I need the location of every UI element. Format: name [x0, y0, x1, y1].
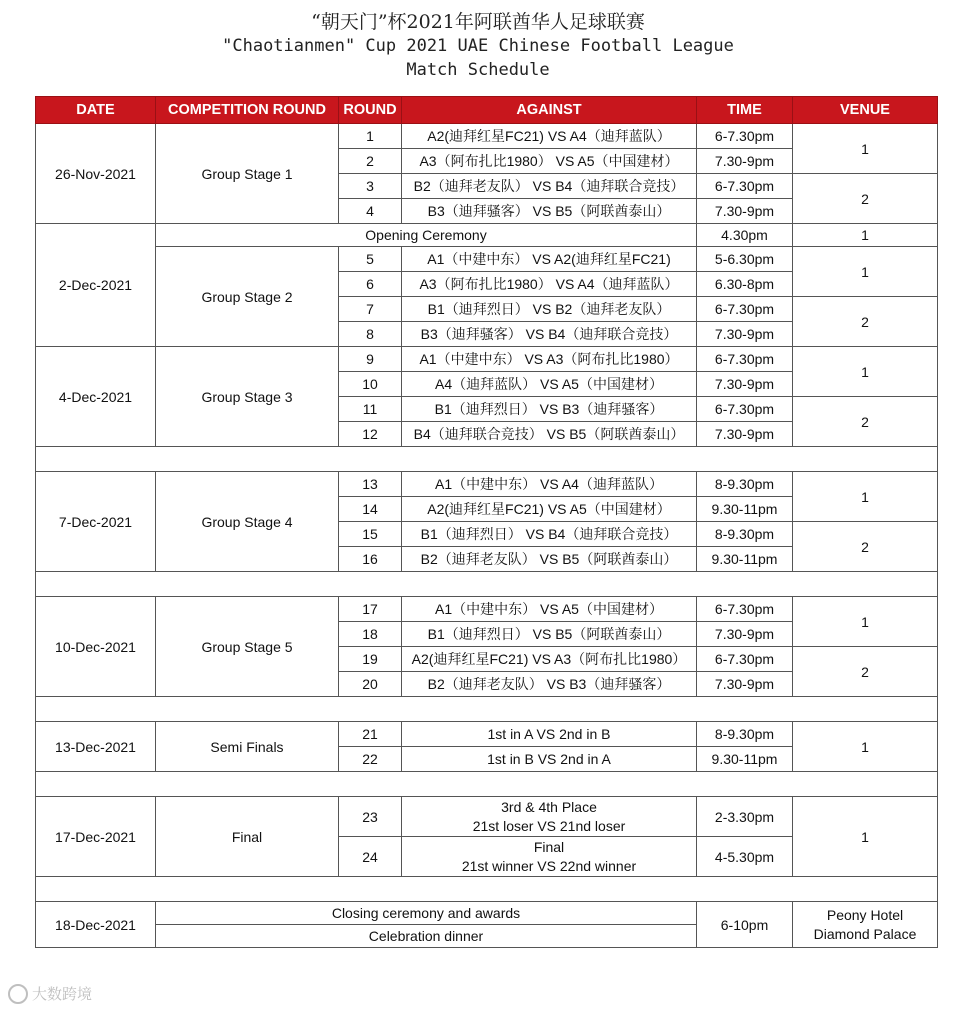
against-cell: A2(迪拜红星FC21) VS A5（中国建材） [402, 497, 697, 522]
venue-line: Peony Hotel [826, 906, 904, 923]
round-number: 14 [339, 497, 402, 522]
against-cell: A1（中建中东） VS A5（中国建材） [402, 597, 697, 622]
against-cell: 1st in B VS 2nd in A [402, 747, 697, 772]
time-cell: 4.30pm [697, 224, 793, 247]
spacer-row [36, 572, 938, 597]
date-cell: 7-Dec-2021 [36, 472, 156, 572]
against-cell: B1（迪拜烈日） VS B3（迪拜骚客） [402, 397, 697, 422]
title-subtitle: Match Schedule [406, 60, 550, 80]
match-teams: 21st loser VS 21nd loser [472, 817, 626, 834]
competition-round-cell: Group Stage 3 [156, 347, 339, 447]
against-cell: B1（迪拜烈日） VS B4（迪拜联合竞技） [402, 522, 697, 547]
round-number: 11 [339, 397, 402, 422]
round-number: 10 [339, 372, 402, 397]
round-number: 16 [339, 547, 402, 572]
against-cell: B1（迪拜烈日） VS B5（阿联酋泰山） [402, 622, 697, 647]
round-number: 8 [339, 322, 402, 347]
header-against: AGAINST [402, 97, 697, 124]
time-cell: 6-7.30pm [697, 647, 793, 672]
time-cell: 7.30-9pm [697, 149, 793, 174]
venue-cell: 2 [793, 174, 938, 224]
date-cell: 17-Dec-2021 [36, 797, 156, 877]
date-cell: 10-Dec-2021 [36, 597, 156, 697]
time-cell: 5-6.30pm [697, 247, 793, 272]
spacer-cell [36, 572, 938, 597]
round-number: 13 [339, 472, 402, 497]
venue-cell: 1 [793, 124, 938, 174]
round-number: 20 [339, 672, 402, 697]
competition-round-cell: Group Stage 4 [156, 472, 339, 572]
time-cell: 4-5.30pm [697, 837, 793, 877]
venue-cell: 2 [793, 647, 938, 697]
round-number: 6 [339, 272, 402, 297]
header-row [36, 97, 938, 124]
spacer-cell [36, 772, 938, 797]
table-row [36, 124, 938, 149]
time-cell: 6-7.30pm [697, 347, 793, 372]
celebration-dinner-cell: Celebration dinner [156, 925, 697, 948]
against-cell: B2（迪拜老友队） VS B4（迪拜联合竞技） [402, 174, 697, 199]
spacer-cell [36, 697, 938, 722]
time-cell: 6-7.30pm [697, 124, 793, 149]
match-title: 3rd & 4th Place [501, 798, 597, 815]
venue-cell: 1 [793, 247, 938, 297]
spacer-row [36, 447, 938, 472]
round-number: 2 [339, 149, 402, 174]
time-cell: 8-9.30pm [697, 722, 793, 747]
title-english: "Chaotianmen" Cup 2021 UAE Chinese Football League [222, 36, 734, 56]
against-cell: B1（迪拜烈日） VS B2（迪拜老友队） [402, 297, 697, 322]
against-cell: B3（迪拜骚客） VS B5（阿联酋泰山） [402, 199, 697, 224]
time-cell: 6.30-8pm [697, 272, 793, 297]
round-number: 19 [339, 647, 402, 672]
spacer-row [36, 697, 938, 722]
time-cell: 7.30-9pm [697, 322, 793, 347]
table-row [36, 722, 938, 747]
table-row [36, 797, 938, 837]
match-schedule-table [35, 96, 938, 948]
time-cell: 7.30-9pm [697, 672, 793, 697]
against-cell [402, 837, 697, 877]
time-cell: 7.30-9pm [697, 199, 793, 224]
date-cell: 2-Dec-2021 [36, 224, 156, 347]
round-number: 18 [339, 622, 402, 647]
title-chinese: “朝天门”杯2021年阿联酋华人足球联赛 [311, 11, 645, 33]
header-date: DATE [36, 97, 156, 124]
time-cell: 7.30-9pm [697, 372, 793, 397]
venue-cell: 1 [793, 797, 938, 877]
table-row [36, 247, 938, 272]
date-cell: 4-Dec-2021 [36, 347, 156, 447]
date-cell: 26-Nov-2021 [36, 124, 156, 224]
against-cell: B2（迪拜老友队） VS B3（迪拜骚客） [402, 672, 697, 697]
time-cell: 2-3.30pm [697, 797, 793, 837]
against-cell: 1st in A VS 2nd in B [402, 722, 697, 747]
time-cell: 6-7.30pm [697, 297, 793, 322]
time-cell: 8-9.30pm [697, 522, 793, 547]
venue-cell: 2 [793, 522, 938, 572]
time-cell: 6-10pm [697, 902, 793, 948]
round-number: 9 [339, 347, 402, 372]
against-cell [402, 797, 697, 837]
venue-cell: 2 [793, 397, 938, 447]
time-cell: 6-7.30pm [697, 174, 793, 199]
against-cell: A3（阿布扎比1980） VS A4（迪拜蓝队） [402, 272, 697, 297]
venue-cell: 1 [793, 472, 938, 522]
against-cell: B4（迪拜联合竞技） VS B5（阿联酋泰山） [402, 422, 697, 447]
competition-round-cell: Final [156, 797, 339, 877]
against-cell: A4（迪拜蓝队） VS A5（中国建材） [402, 372, 697, 397]
against-cell: A1（中建中东） VS A4（迪拜蓝队） [402, 472, 697, 497]
competition-round-cell: Group Stage 2 [156, 247, 339, 347]
spacer-cell [36, 447, 938, 472]
venue-cell: 1 [793, 224, 938, 247]
round-number: 24 [339, 837, 402, 877]
spacer-row [36, 772, 938, 797]
date-cell: 13-Dec-2021 [36, 722, 156, 772]
round-number: 17 [339, 597, 402, 622]
time-cell: 8-9.30pm [697, 472, 793, 497]
match-teams: 21st winner VS 22nd winner [461, 857, 637, 874]
time-cell: 7.30-9pm [697, 622, 793, 647]
venue-cell: 1 [793, 722, 938, 772]
against-cell: A1（中建中东） VS A3（阿布扎比1980） [402, 347, 697, 372]
against-cell: A3（阿布扎比1980） VS A5（中国建材） [402, 149, 697, 174]
round-number: 3 [339, 174, 402, 199]
round-number: 4 [339, 199, 402, 224]
competition-round-cell: Semi Finals [156, 722, 339, 772]
round-number: 12 [339, 422, 402, 447]
table-row [36, 347, 938, 372]
round-number: 21 [339, 722, 402, 747]
round-number: 5 [339, 247, 402, 272]
header-round: ROUND [339, 97, 402, 124]
table-row [36, 224, 938, 247]
title-block [0, 10, 956, 82]
spacer-cell [36, 877, 938, 902]
date-cell: 18-Dec-2021 [36, 902, 156, 948]
round-number: 23 [339, 797, 402, 837]
header-time: TIME [697, 97, 793, 124]
time-cell: 9.30-11pm [697, 747, 793, 772]
table-row [36, 902, 938, 925]
competition-round-cell: Group Stage 5 [156, 597, 339, 697]
watermark [8, 983, 92, 1004]
venue-cell: 2 [793, 297, 938, 347]
against-cell: B2（迪拜老友队） VS B5（阿联酋泰山） [402, 547, 697, 572]
table-row [36, 472, 938, 497]
round-number: 15 [339, 522, 402, 547]
round-number: 7 [339, 297, 402, 322]
match-title: Final [533, 838, 565, 855]
spacer-row [36, 877, 938, 902]
header-venue: VENUE [793, 97, 938, 124]
against-cell: A2(迪拜红星FC21) VS A3（阿布扎比1980） [402, 647, 697, 672]
venue-cell: 1 [793, 597, 938, 647]
against-cell: A2(迪拜红星FC21) VS A4（迪拜蓝队） [402, 124, 697, 149]
time-cell: 9.30-11pm [697, 547, 793, 572]
time-cell: 9.30-11pm [697, 497, 793, 522]
opening-ceremony-cell: Opening Ceremony [156, 224, 697, 247]
time-cell: 6-7.30pm [697, 597, 793, 622]
header-competition-round: COMPETITION ROUND [156, 97, 339, 124]
round-number: 1 [339, 124, 402, 149]
round-number: 22 [339, 747, 402, 772]
against-cell: A1（中建中东） VS A2(迪拜红星FC21) [402, 247, 697, 272]
closing-ceremony-cell: Closing ceremony and awards [156, 902, 697, 925]
watermark-logo-icon [8, 984, 28, 1004]
venue-cell [793, 902, 938, 948]
against-cell: B3（迪拜骚客） VS B4（迪拜联合竞技） [402, 322, 697, 347]
time-cell: 7.30-9pm [697, 422, 793, 447]
venue-cell: 1 [793, 347, 938, 397]
table-row [36, 597, 938, 622]
time-cell: 6-7.30pm [697, 397, 793, 422]
watermark-text: 大数跨境 [32, 985, 93, 1003]
competition-round-cell: Group Stage 1 [156, 124, 339, 224]
venue-line: Diamond Palace [813, 925, 917, 942]
